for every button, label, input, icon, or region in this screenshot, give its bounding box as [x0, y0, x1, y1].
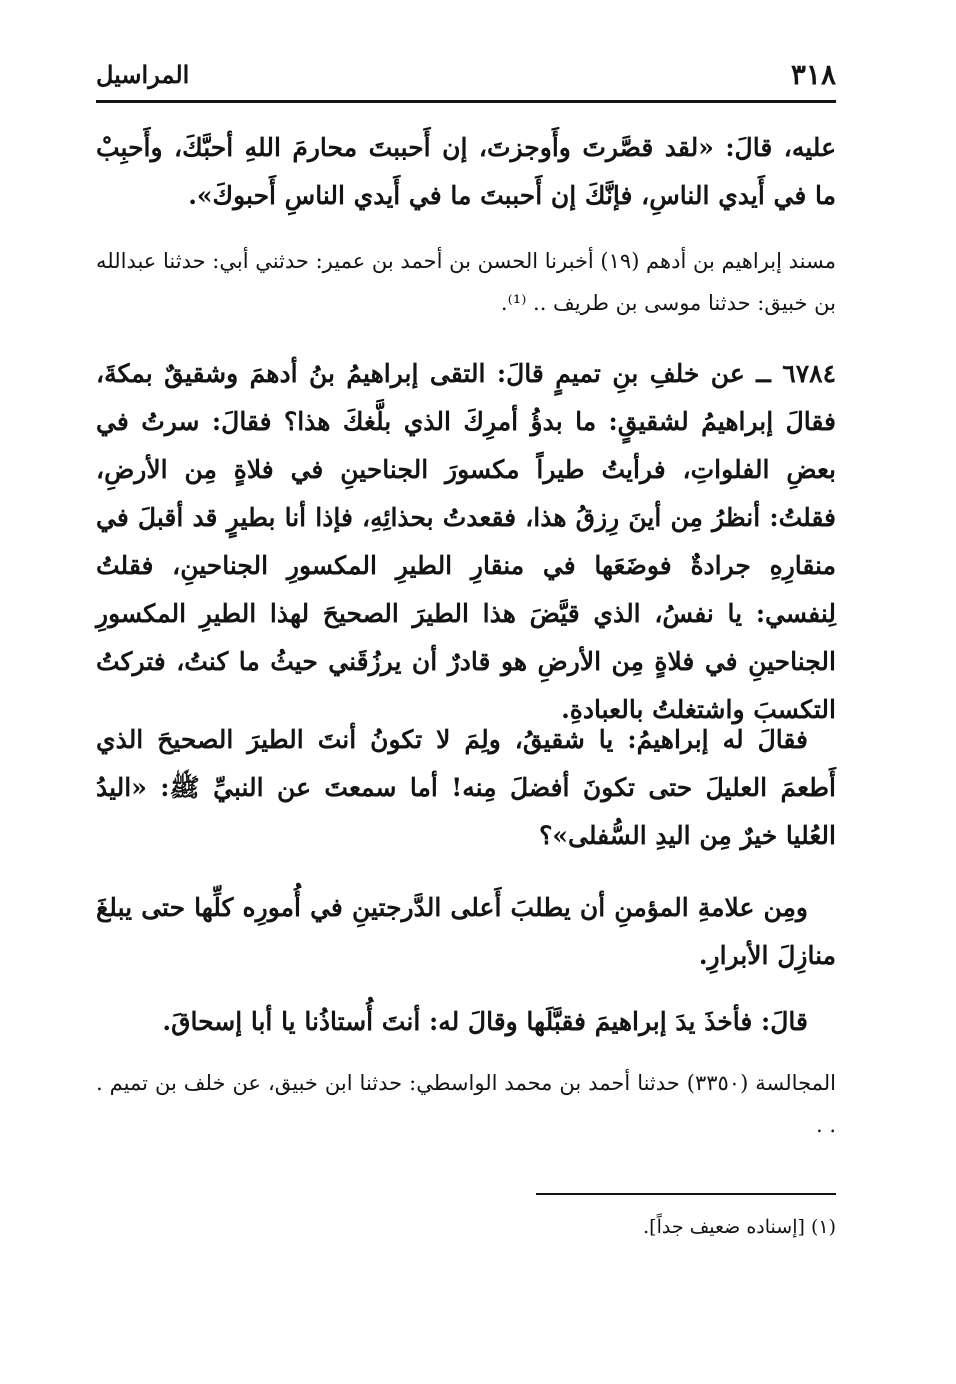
paragraph-ibrahim-reply: فقالَ له إبراهيمُ: يا شقيقُ، ولِمَ لا تكونُ أنتَ الطيرَ الصحيحَ الذي أَطعمَ العليلَ حتى تكونَ أفضلَ مِنه! أما سمعتَ عن النبيِّ ﷺ: «اليدُ العُليا خيرٌ مِن اليدِ السُّفلى»؟	[96, 725, 836, 850]
page-header	[96, 56, 836, 96]
source-citation-musnad: مسند إبراهيم بن أدهم (١٩) أخبرنا الحسن بن أحمد بن عمير: حدثني أبي: حدثنا عبدالله بن خبيق: حدثنا موسى بن طريف .. ⁽¹⁾.	[96, 249, 836, 315]
paragraph-believer-sign: ومِن علامةِ المؤمنِ أن يطلبَ أَعلى الدَّرجتينِ في أُمورِه كلِّها حتى يبلغَ منازِلَ الأبرارِ.	[96, 893, 836, 970]
paragraph-closing: قالَ: فأخذَ يدَ إبراهيمَ فقبَّلَها وقالَ له: أنتَ أُستاذُنا يا أبا إسحاقَ.	[162, 1007, 808, 1036]
running-title: المراسيل	[96, 60, 190, 89]
footnote-rule	[536, 1193, 836, 1195]
paragraph-continuation: عليه، قالَ: «لقد قصَّرتَ وأَوجزتَ، إن أَحببتَ محارمَ اللهِ أحبَّكَ، وأَحبِبْ ما في أَيدي الناسِ، فإنَّكَ إن أَحببتَ ما في أَيدي الناسِ أَحبوكَ».	[96, 133, 836, 210]
source-citation-mujalasa: المجالسة (٣٣٥٠) حدثنا أحمد بن محمد الواسطي: حدثنا ابن خبيق، عن خلف بن تميم . . .	[96, 1071, 836, 1137]
header-rule	[96, 100, 836, 103]
page-number: ٣١٨	[790, 58, 836, 91]
hadith-6784: ٦٧٨٤ ــ عن خلفِ بنِ تميمٍ قالَ: التقى إبراهيمُ بنُ أدهمَ وشقيقٌ بمكةَ، فقالَ إبراهيمُ لشقيقٍ: ما بدؤُ أمرِكَ الذي بلَّغكَ هذا؟ فقالَ: سرتُ في بعضِ الفلواتِ، فرأيتُ طيراً مكسورَ الجناحينِ في فلاةٍ مِن الأرضِ، فقلتُ: أنظرُ مِن أينَ رِزقُ هذا، فقعدتُ بحذائِهِ، فإذا أنا بطيرٍ قد أقبلَ في منقارِهِ جرادةٌ فوضَعَها في منقارِ الطيرِ المكسورِ الجناحينِ، فقلتُ لِنفسي: يا نفسُ، الذي قيَّضَ هذا الطيرَ الصحيحَ لهذا الطيرِ المكسورِ الجناحينِ في فلاةٍ مِن الأرضِ هو قادرٌ أن يرزُقَني حيثُ ما كنتُ، فتركتُ التكسبَ واشتغلتُ بالعبادةِ.	[96, 359, 836, 724]
footnote-1: (١) [إسناده ضعيف جداً].	[643, 1216, 836, 1238]
